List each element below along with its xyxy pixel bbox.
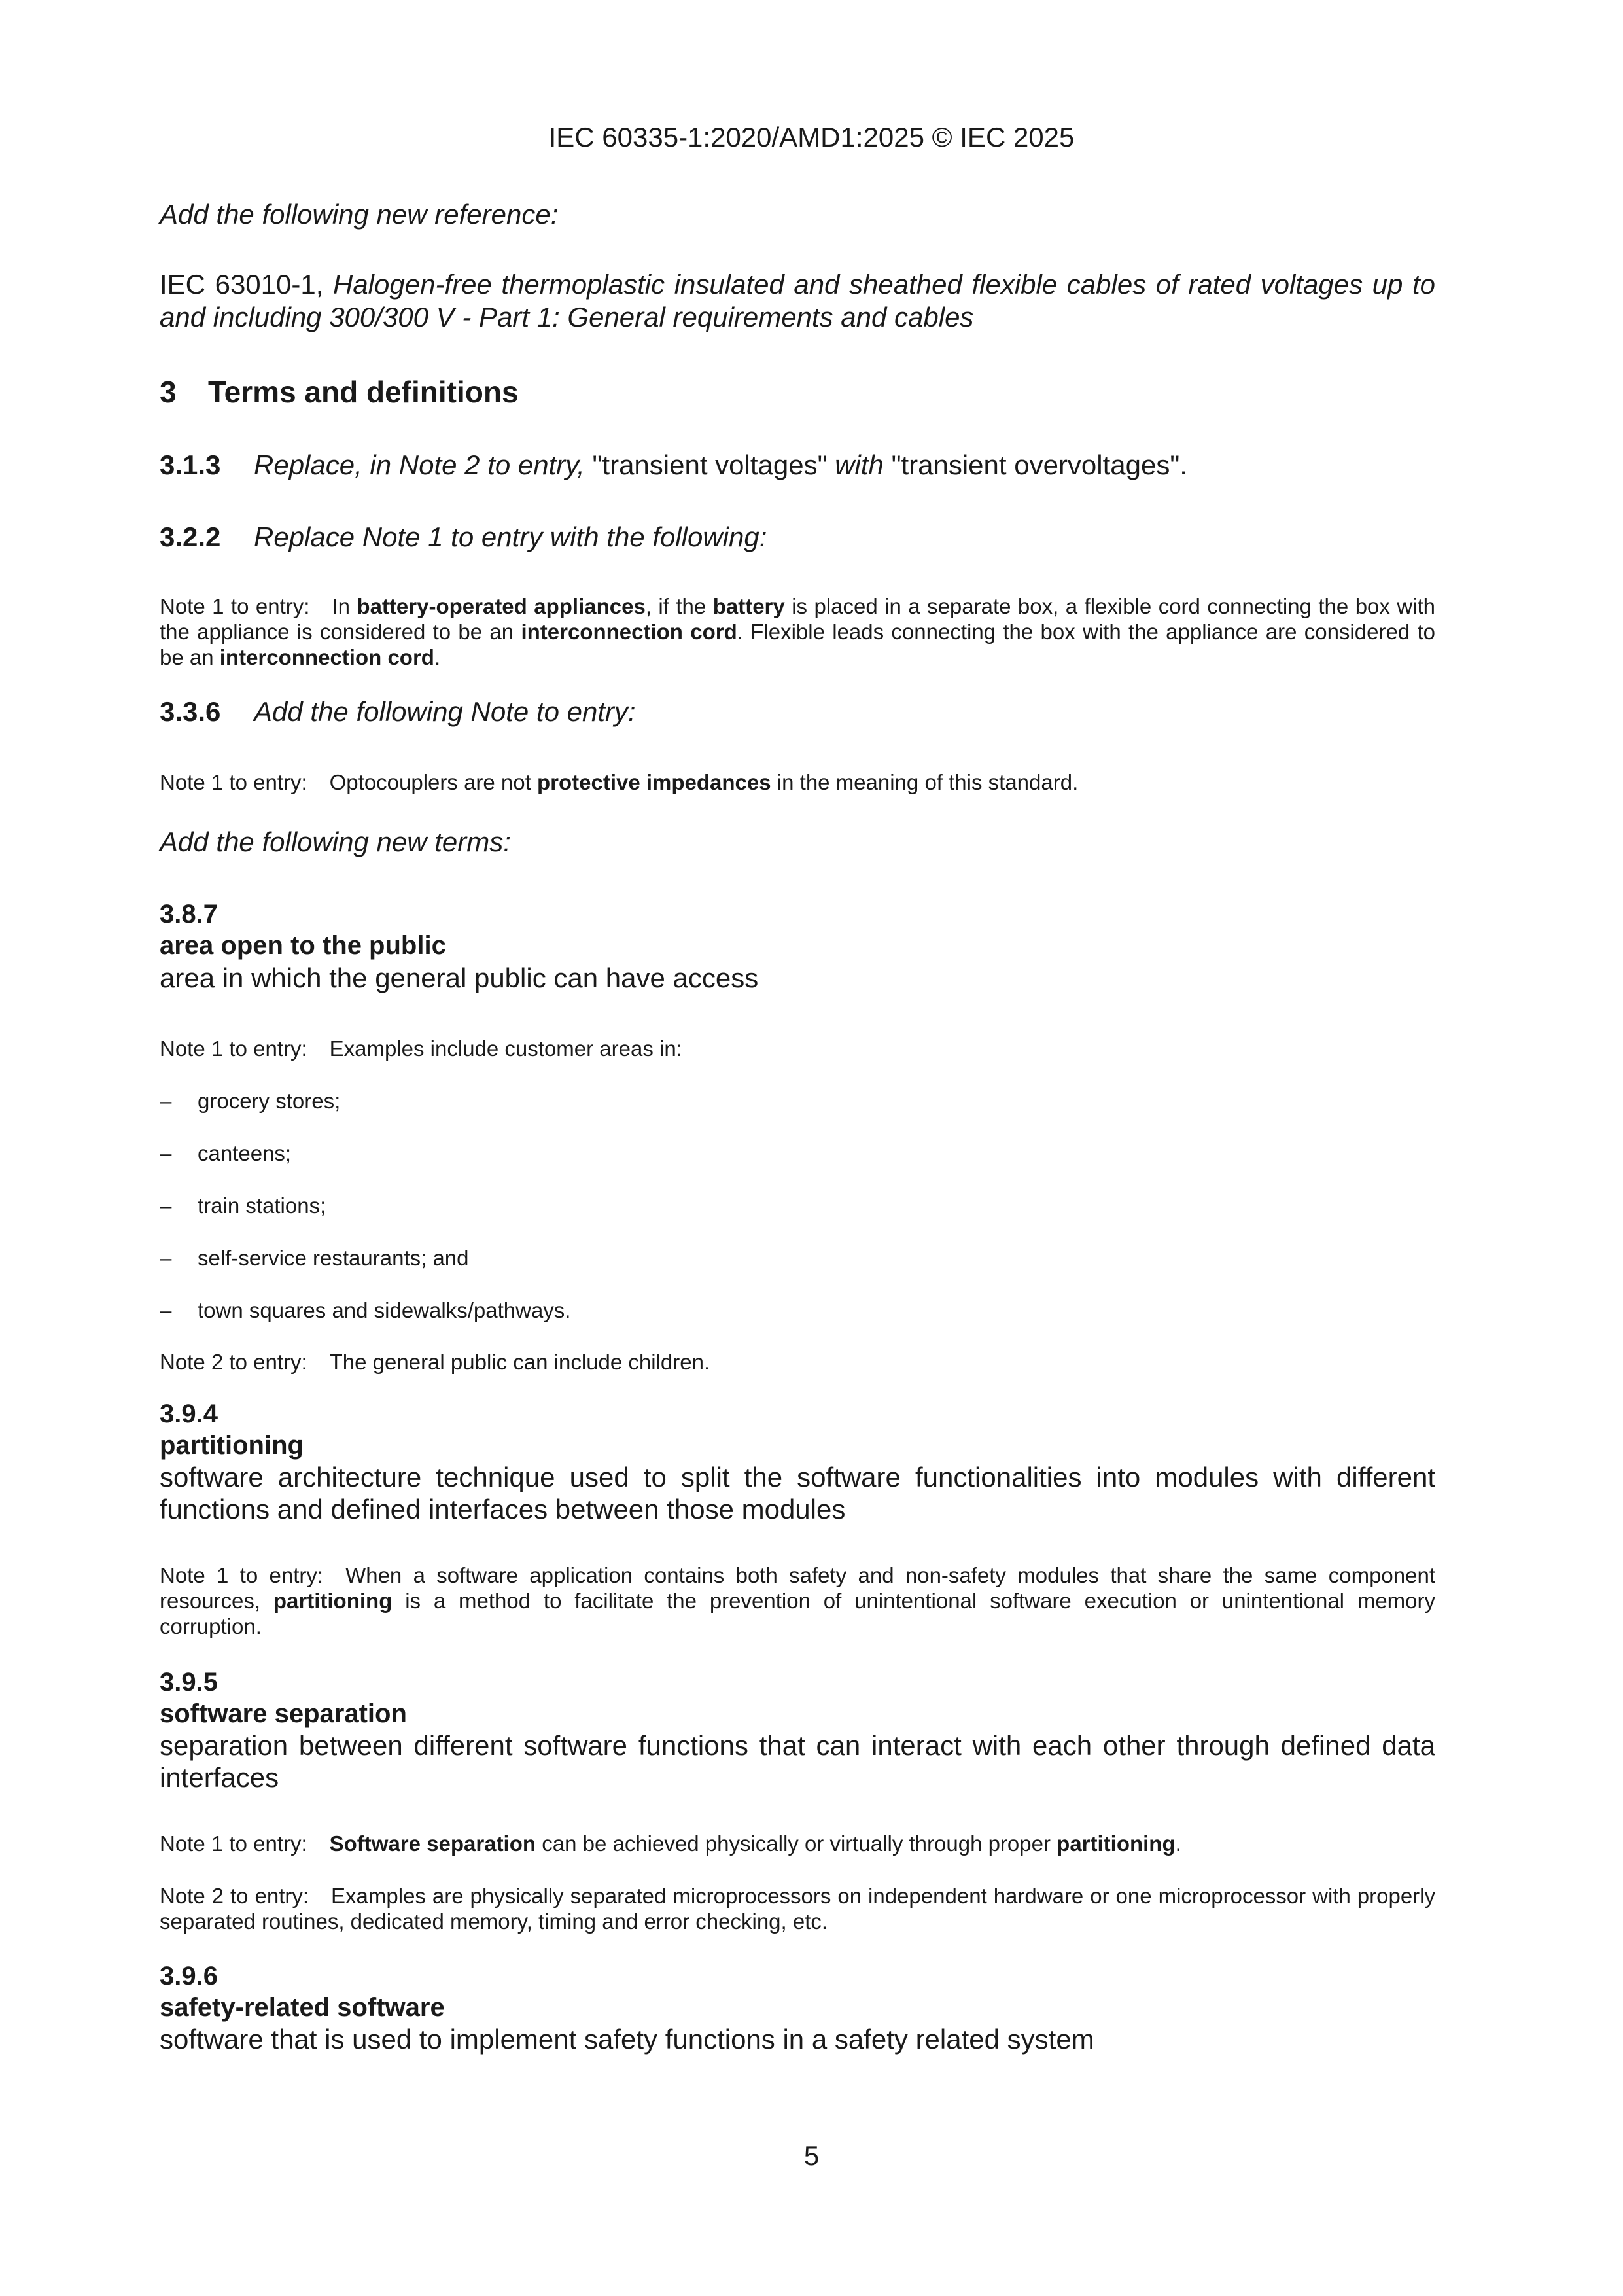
clause-3-3-6 (160, 696, 1435, 728)
note-label: Note 1 to entry: (160, 1831, 307, 1856)
list-item (160, 1088, 1435, 1114)
note-text: Optocouplers are not (329, 770, 531, 794)
list-item (160, 1193, 1435, 1218)
note-text: . (434, 645, 441, 669)
list-text: town squares and sidewalks/pathways. (198, 1298, 571, 1322)
note-text: The general public can include children. (329, 1350, 710, 1374)
note-text: is a method to facilitate the prevention of unintentional software execution or unintentional memory corruption. (160, 1589, 1436, 1638)
term-definition: separation between different software functions that can interact with each other through defined data interfaces (160, 1730, 1435, 1793)
note-3-9-5-2 (160, 1883, 1435, 1934)
section-title: Terms and definitions (208, 375, 519, 409)
clause-number: 3.1.3 (160, 450, 221, 480)
note-text: , if the (645, 594, 707, 618)
add-reference-instruction: Add the following new reference: (160, 199, 559, 230)
note-label: Note 2 to entry: (160, 1350, 307, 1374)
term-ref: Software separation (329, 1831, 536, 1856)
term-ref: partitioning (273, 1589, 393, 1613)
list-text: canteens; (198, 1141, 292, 1165)
term-number: 3.9.5 (160, 1668, 218, 1697)
term-definition: software that is used to implement safety functions in a safety related system (160, 2024, 1094, 2055)
term-name: area open to the public (160, 931, 446, 960)
term-ref: battery (712, 594, 785, 618)
note-text: In (332, 594, 350, 618)
clause-3-1-3 (160, 449, 1435, 482)
list-text: train stations; (198, 1193, 326, 1218)
term-name: software separation (160, 1699, 407, 1728)
term-ref: protective impedances (536, 770, 771, 794)
clause-instruction: with (835, 450, 884, 480)
note-label: Note 1 to entry: (160, 1563, 324, 1587)
note-text: . Flexible leads connecting the box with the appliance are considered to be an (160, 620, 1435, 669)
note-3-8-7-1 (160, 1036, 1435, 1061)
list-item (160, 1245, 1435, 1271)
section-heading (160, 374, 1435, 410)
term-number: 3.9.6 (160, 1962, 218, 1990)
list-dash: – (160, 1298, 172, 1322)
note-label: Note 1 to entry: (160, 1036, 307, 1061)
term-ref: battery-operated appliances (357, 594, 646, 618)
note-3-2-2 (160, 593, 1435, 670)
note-label: Note 1 to entry: (160, 594, 310, 618)
note-text: Examples include customer areas in: (329, 1036, 682, 1061)
list-dash: – (160, 1246, 172, 1270)
term-ref: partitioning (1056, 1831, 1176, 1856)
reference-title: Halogen-free thermoplastic insulated and sheathed flexible cables of rated voltages up to and including 300/300 V - Part 1: General requirements and cables (160, 269, 1435, 332)
note-text: Examples are physically separated microprocessors on independent hardware or one microprocessor with properly separated routines, dedicated memory, timing and error checking, etc. (160, 1884, 1435, 1934)
clause-instruction: Add the following Note to entry: (254, 696, 636, 727)
clause-instruction: Replace, in Note 2 to entry, (254, 450, 585, 480)
page-number: 5 (803, 2140, 820, 2171)
list-item (160, 1140, 1435, 1166)
clause-text: "transient overvoltages". (891, 450, 1187, 480)
list-text: grocery stores; (198, 1089, 341, 1113)
term-definition: software architecture technique used to split the software functionalities into modules with different functions and defined interfaces between those modules (160, 1462, 1435, 1525)
list-dash: – (160, 1089, 172, 1113)
term-number: 3.8.7 (160, 900, 218, 928)
term-definition: area in which the general public can have access (160, 963, 759, 993)
note-3-8-7-2 (160, 1349, 1435, 1375)
term-number: 3.9.4 (160, 1400, 218, 1428)
term-name: partitioning (160, 1431, 304, 1460)
term-ref: interconnection cord (219, 645, 434, 669)
clause-instruction: Replace Note 1 to entry with the following: (254, 521, 767, 552)
note-text: When a software application contains both safety and non-safety modules that share the same component resources, (160, 1563, 1436, 1613)
clause-number: 3.2.2 (160, 521, 221, 552)
note-3-9-5-1 (160, 1831, 1435, 1856)
note-text: is placed in a separate box, a flexible cord connecting the box with the appliance is considered to be an (160, 594, 1436, 644)
note-text: can be achieved physically or virtually through proper (542, 1831, 1051, 1856)
list-dash: – (160, 1141, 172, 1165)
reference-id: IEC 63010-1, (160, 269, 324, 300)
normative-reference (160, 268, 1435, 334)
note-label: Note 2 to entry: (160, 1884, 309, 1908)
list-text: self-service restaurants; and (198, 1246, 469, 1270)
term-ref: interconnection cord (521, 620, 737, 644)
note-3-9-4 (160, 1563, 1435, 1639)
clause-3-2-2 (160, 521, 1435, 554)
page-header: IEC 60335-1:2020/AMD1:2025 © IEC 2025 (548, 122, 1075, 152)
note-text: . (1175, 1831, 1181, 1856)
note-3-3-6 (160, 769, 1435, 795)
term-name: safety-related software (160, 1993, 445, 2022)
clause-text: "transient voltages" (592, 450, 828, 480)
note-text: in the meaning of this standard. (777, 770, 1079, 794)
list-dash: – (160, 1193, 172, 1218)
clause-number: 3.3.6 (160, 696, 221, 727)
add-terms-instruction: Add the following new terms: (160, 826, 511, 857)
note-label: Note 1 to entry: (160, 770, 307, 794)
section-number: 3 (160, 375, 177, 409)
list-item (160, 1298, 1435, 1323)
